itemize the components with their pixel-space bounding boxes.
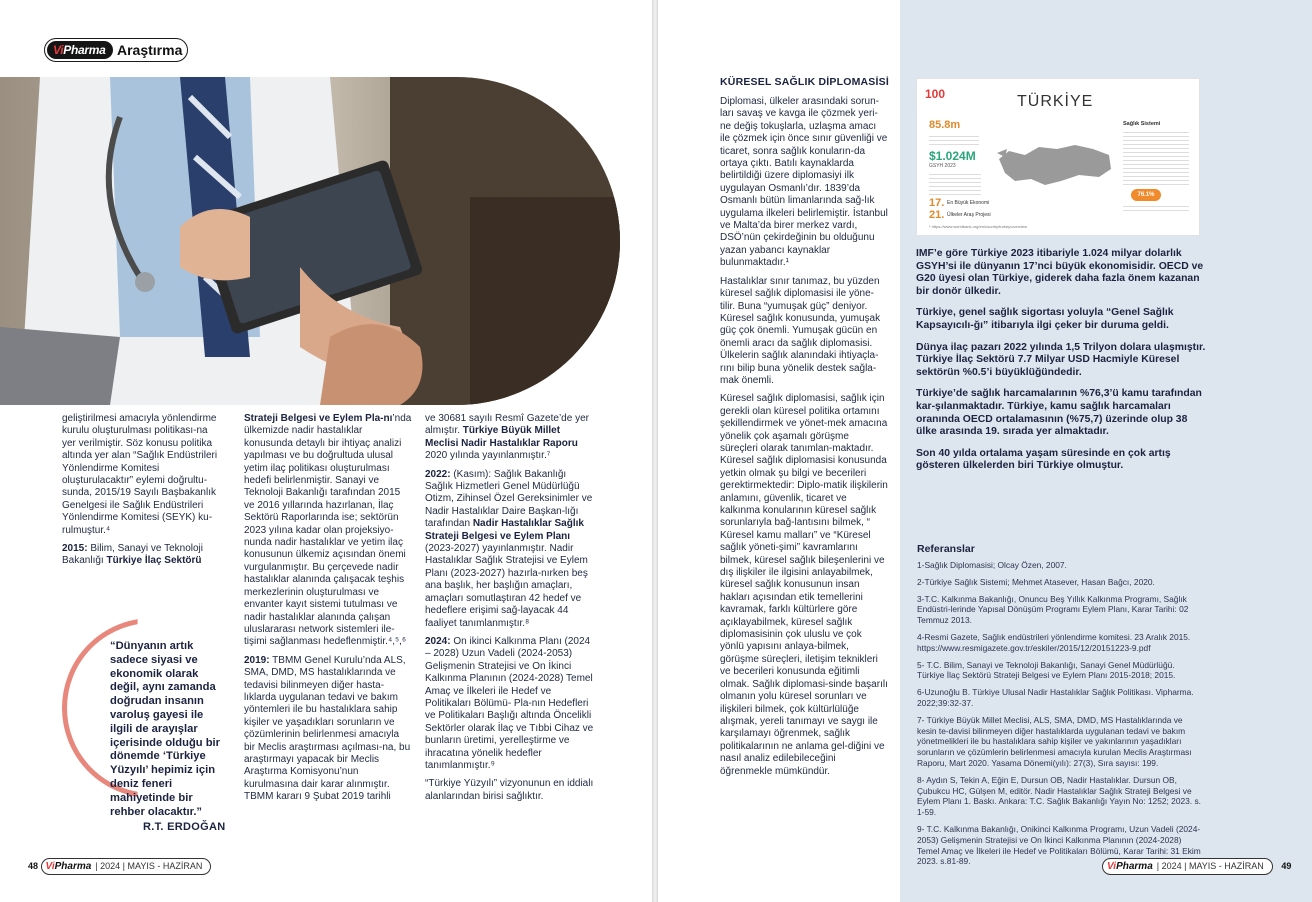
paragraph-2022 [425, 469, 595, 630]
reference-item: 4-Resmi Gazete, Sağlık endüstrileri yönlendirme komitesi. 23 Aralık 2015. https://www.resmigazete.gov.tr/eskiler/2015/12/20151223-9.pdf [917, 631, 1191, 653]
body-column-1 [62, 413, 222, 574]
stat-note-lines [929, 171, 981, 195]
text: Bilim, Sanayi ve Teknoloji Bakanlığı [62, 543, 204, 567]
vipharma-logo: ViPharma [45, 861, 92, 873]
paragraph: Küresel sağlık diplomasisi, sağlık için gerekli olan küresel politika ortamını şekillendirmek ve yönet-mek amacına yönelik çok aşamalı görüşme süreçleri olarak tanımlan-maktadır. Küresel sağlık diplomasisi konusunda yetkin olmak şu bilgi ve becerileri gerektirmektedir: Diplo-matik ilişkilerin anlamını, güvenlik, ticaret ve kalkınma konularının küresel sağlık sorunlarıyla bağ-lantısını bilmek, “ Küresel kamu malları” ve “Küresel sağlık yöneti-şimi” kavramlarını bilmek, küresel sağlık bileşenlerini ve dış ilişkiler ile ilgisini anlayabilmek, küresel sağlık konusunun insan hakları açısından etik temellerini kavramak, farklı kültürlere göre açıklayabilmek, küresel sağlık diplomasisinin çok uluslu ve çok yönlü yapısını anlaya-bilmek, görüşme süreçleri, iletişim teknikleri ve becerileri konusunda eğitimli olmak. Sağlık diplomasi-sinde başarılı olmanın yolu küresel sorunları ve ilişkileri bilmek, çok kültürlülüğe alışmak, yereli tanımayı ve saygı ile karşılamayı öğrenmek, sağlık politikalarının ne anlama gel-diğini ve nasıl analiz edilebileceğini öğrenmekle mümkündür. [720, 393, 888, 777]
bold-text: Türkiye Büyük Millet Meclisi Nadir Hastalıklar Raporu [425, 425, 578, 449]
references-title: Referanslar [917, 543, 975, 555]
references-list [917, 560, 1203, 873]
text: (2023-2027) yayınlanmıştır. Nadir Hastalıklar Sağlık Stratejisi ve Eylem Planı (2023-2027) hazırla-nırken beş ana başlık, her başlığın amaçları, amaçları somutlaştıran 42 hedef ve hedeflere erişimi sağ-layacak 44 faaliyet tanımlanmıştır.⁸ [425, 543, 588, 629]
fact: Dünya ilaç pazarı 2022 yılında 1,5 Trilyon dolara ulaşmıştır. Türkiye İlaç Sektörü 7.7 Milyar USD Hacmiyle Küresel sektörün %0.5’i büyüklüğündedir. [916, 341, 1206, 378]
turkey-map-icon [995, 129, 1115, 199]
right-page [658, 0, 1312, 902]
text: 2020 yılında yayınlanmıştır.⁷ [425, 450, 551, 462]
text: ve 30681 sayılı Resmî Gazete’de yer almıştır. [425, 413, 589, 437]
reference-item: 6-Uzunoğlu B. Türkiye Ulusal Nadir Hastalıklar Sağlık Politikası. Vipharma. 2022;39:32-37. [917, 687, 1194, 708]
infographic-logo: 100 [925, 87, 946, 101]
year-label: 2015: [62, 543, 88, 555]
text: TBMM Genel Kurulu’nda ALS, SMA, DMD, MS hastalıklarında ve tedavisi bilinmeyen diğer hasta-lıklarda uygulanan tedavi ve bakım yöntemleri ile bu hastalıklara sahip kişiler ve yaşadıkları sorunların ve çözümlerinin belirlenmesi amacıyla bir Meclis araştırması açılması-na, bu araştırmayı yapacak bir Meclis Araştırma Komisyonu’nun kurulmasına dair karar alınmıştır. TBMM kararı 9 Şubat 2019 tarihli [244, 654, 411, 803]
rank-17-label: En Büyük Ekonomi [947, 200, 990, 206]
rank-21: 21. [929, 209, 945, 221]
year-label: 2022: [425, 468, 451, 480]
reference-item: 5- T.C. Bilim, Sanayi ve Teknoloji Bakanlığı, Sanayi Genel Müdürlüğü. Türkiye İlaç Sektörü Strateji Belgesi ve Eylem Planı 2015-2018; 2015. [917, 659, 1176, 681]
stat-population: 85.8m [929, 119, 961, 131]
paragraph: “Türkiye Yüzyılı” vizyonunun en iddialı alanlarından birisi sağlıktır. [425, 778, 594, 802]
section-label: Araştırma [117, 42, 183, 58]
footer-brand [1102, 858, 1273, 875]
paragraph: Hastalıklar sınır tanımaz, bu yüzden küresel sağlık diplomasisi ile yöne-tilir. Buna “yumuşak güç” deniyor. Küresel sağlık konusunda, yumuşak güç çok önemli. Yumuşak gücün en önemli aracı da sağlık diplomasisi. Ülkelerin sağlık alanındaki ihtiyaçla-rını bilip buna yönelik destek sağla-mak önemli. [720, 275, 881, 386]
pull-quote: “Dünyanın artık sadece siyasi ve ekonomik olarak değil, aynı zamanda doğrudan insanın varoluş gayesi ile ilgili de arayışlar içerisinde olduğu bir dönemde ‘Türkiye Yüzyılı’ hepimiz için deniz feneri mahiyetinde bir rehber olacaktır.” [110, 640, 221, 818]
key-facts [916, 248, 1206, 482]
body-column-right [720, 96, 888, 784]
percent-note-lines [1123, 203, 1189, 213]
vipharma-logo: ViPharma [1107, 861, 1153, 873]
reference-item: 9- T.C. Kalkınma Bakanlığı, Onikinci Kalkınma Programı, Uzun Vadeli (2024-2053) Gelişmenin Stratejisi ve On İkinci Kalkınma Planının (2024-2028) Temel Amaç ve İlkeleri ile Hedef ve Politikaları Bölümü, Karar Tarihi: 31 Ekim 2023. s.81-89. [917, 823, 1201, 867]
footer-brand [41, 858, 212, 875]
infographic-country: TÜRKİYE [1017, 93, 1094, 110]
paragraph-2024 [425, 636, 595, 772]
paragraph-2015 [62, 543, 222, 568]
page-footer-left [28, 857, 211, 875]
fact: IMF’e göre Türkiye 2023 itibariyle 1.024 milyar dolarlık GSYH’si ile dünyanın 17’nci büyük ekonomisidir. OECD ve G20 üyesi olan Türkiye, giderek daha fazla önem kazanan bir donör ülkedir. [916, 248, 1204, 297]
paragraph: geliştirilmesi amacıyla yönlendirme kurulu oluşturulması politikası-na yer verilmiştir. Söz konusu politika altında yer alan “Sağlık Endüstrileri Yönlendirme Komitesi oluşturulacaktır” eylemi doğrultu-sunda, 2015/19 Sayılı Başbakanlık Genelgesi ile Sağlık Endüstrileri Yönlendirme Komitesi (SEYK) ku-rulmuştur.⁴ [62, 413, 218, 536]
paragraph [244, 413, 412, 649]
body-column-3 [425, 413, 595, 809]
page-number: 48 [28, 861, 39, 871]
body-column-2 [244, 413, 412, 810]
text: On ikinci Kalkınma Planı (2024 – 2028) Uzun Vadeli (2024-2053) Gelişmenin Stratejisi ve On İkinci Kalkınma Planının (2024-2028) Temel Amaç ve İlkeleri ile Hedef ve Politikaları Bölümü- Pla-nın Hedefleri ve Politikaları Başlığı altında Öncelikli Sektörler olarak İlaç ve Tıbbi Cihaz ve bunların üretimi, yerelleştirme ve ihracatına yönelik hedefler tanımlanmıştır.⁹ [425, 635, 594, 771]
bold-text: Nadir Hastalıklar Sağlık Strateji Belgesi ve Eylem Planı [425, 518, 584, 542]
gdp-note: GSYH 2023 [929, 163, 956, 169]
stat-gdp: $1.024M [929, 149, 976, 163]
reference-item: 7- Türkiye Büyük Millet Meclisi, ALS, SMA, DMD, MS Hastalıklarında ve kesin te-davisi bilinmeyen diğer hastalıklarda uygulanan tedavi ve bakım yönetmelikleri ile bu hastalıklara sahip kişiler ve yakınlarının yaşadıkları sorunların ve çözümlerin belirlenmesi amacıyla kurulan Meclis Araştırması Raporu, Mart 2020. Yasama Dönemi(yılı): 27(3), Sıra sayısı: 199. [917, 714, 1192, 768]
bold-text: Strateji Belgesi ve Eylem Pla-nı [244, 413, 393, 424]
turkey-infographic [916, 78, 1200, 236]
fact: Türkiye’de sağlık harcamalarının %76,3’ü kamu tarafından kar-şılanmaktadır. Türkiye, kamu sağlık harcamaları oranında OECD ortalamasının (%75,7) üzerinde olup 38 ülke arasında 19. sırada yer almaktadır. [916, 388, 1202, 438]
fact: Türkiye, genel sağlık sigortası yoluyla “Genel Sağlık Kapsayıcılı-ğı” itibarıyla ilgi çeker bir duruma geldi. [916, 307, 1174, 331]
quote-author: R.T. ERDOĞAN [143, 821, 226, 833]
vipharma-logo: ViPharma [47, 41, 113, 59]
section-title: KÜRESEL SAĞLIK DİPLOMASİSİ [720, 76, 889, 88]
issue-label: | 2024 | MAYIS - HAZİRAN [1156, 861, 1264, 872]
infographic-footnote: * https://www.worldbank.org/en/country/turkey/overview [929, 224, 1028, 229]
page-number: 49 [1281, 861, 1292, 871]
page-footer-right [1102, 857, 1291, 875]
text: ’nda ülkemizde nadir hastalıklar konusunda detaylı bir ihtiyaç analizi yapılması ve bu doğrultuda ulusal yetim ilaç politikası oluşturulması hedefi belirlenmiştir. Sanayi ve Teknoloji Bakanlığı tarafından 2015 ve 2016 yıllarında hazırlanan, İlaç Sektörü Raporlarında ise; sektörün 2023 yılına kadar olan projeksiyo-nunda nadir hastalıklar ve yetim ilaç konusunun ülkemiz açısından önemi vurgulanmıştır. Bu çerçevede nadir hastalıklar alanında çalışacak teşhis merkezlerinin oluşturulması ve envanter kayıt sistemi tutulması ve nadir hastalıklar alanında çalışan uluslararası network sistemleri ile-tişimi sağlanması hedeflenmiştir.⁴,⁵,⁶ [244, 413, 412, 648]
percent-badge: 76.1% [1131, 189, 1161, 201]
year-label: 2024: [425, 635, 451, 647]
reference-item: 1-Sağlık Diplomasisi; Olcay Özen, 2007. [917, 560, 1067, 570]
year-label: 2019: [244, 654, 270, 666]
left-page [0, 0, 652, 902]
paragraph [425, 413, 595, 463]
fact: Son 40 yılda ortalama yaşam süresinde en çok artış gösteren ülkelerden biri Türkiye olmuştur. [916, 447, 1171, 472]
reference-item: 8- Aydın S, Tekin A, Eğin E, Dursun OB, Nadir Hastalıklar. Dursun OB, Çubukcu HC, Gülşen M, editör. Nadir Hastalıklar Sağlık Strateji Belgesi ve Eylem Planı 1. Baskı. Ankara: T.C. Sağlık Bakanlığı Yayın No: 1252; 2023. s. 1-59. [917, 774, 1201, 818]
text: (Kasım): Sağlık Bakanlığı Sağlık Hizmetleri Genel Müdürlüğü Otizm, Zihinsel Özel Gereksinimler ve Nadir Hastalıklar Daire Başkan-lığı tarafından [425, 468, 593, 530]
health-system-lines [1123, 129, 1189, 185]
rank-17: 17. [929, 197, 945, 209]
stat-note-lines [929, 133, 979, 147]
health-system-title: Sağlık Sistemi [1123, 121, 1161, 127]
section-header [44, 38, 188, 62]
hero-photo-doctor-tablet [0, 77, 620, 405]
paragraph-2019 [244, 655, 412, 804]
reference-item: 2-Türkiye Sağlık Sistemi; Mehmet Atasever, Hasan Bağcı, 2020. [917, 576, 1155, 587]
reference-item: 3-T.C. Kalkınma Bakanlığı, Onuncu Beş Yıllık Kalkınma Programı, Sağlık Endüstri-lerinde Yapısal Dönüşüm Programı Eylem Planı, Karar Tarihi: 02 Temmuz 2013. [917, 593, 1189, 626]
bold-text: Türkiye İlaç Sektörü [106, 555, 202, 567]
paragraph: Diplomasi, ülkeler arasındaki sorun-ları savaş ve kavga ile çözmek yeri-ne değiş tokuşlarla, uzlaşma amacı ile çözmek için önce sınır güvenliği ve ticaret, sonra sağlık konuların-da ortaya çıktı. Batılı kaynaklarda belirtildiği üzere diplomasiyi ilk uygulayan Osmanlı’dır. 1839’da Osmanlı bütün limanlarında sağ-lık uygulama ilkeleri belirlemiştir. İstanbul ve Malta’da birer merkez vardı, DSÖ’nün çekirdeğinin bu olduğunu yazan yabancı kaynaklar bulunmaktadır.¹ [720, 96, 888, 269]
issue-label: | 2024 | MAYIS - HAZİRAN [95, 861, 203, 872]
rank-21-label: Ülkeler Araş Projesi [947, 212, 991, 218]
